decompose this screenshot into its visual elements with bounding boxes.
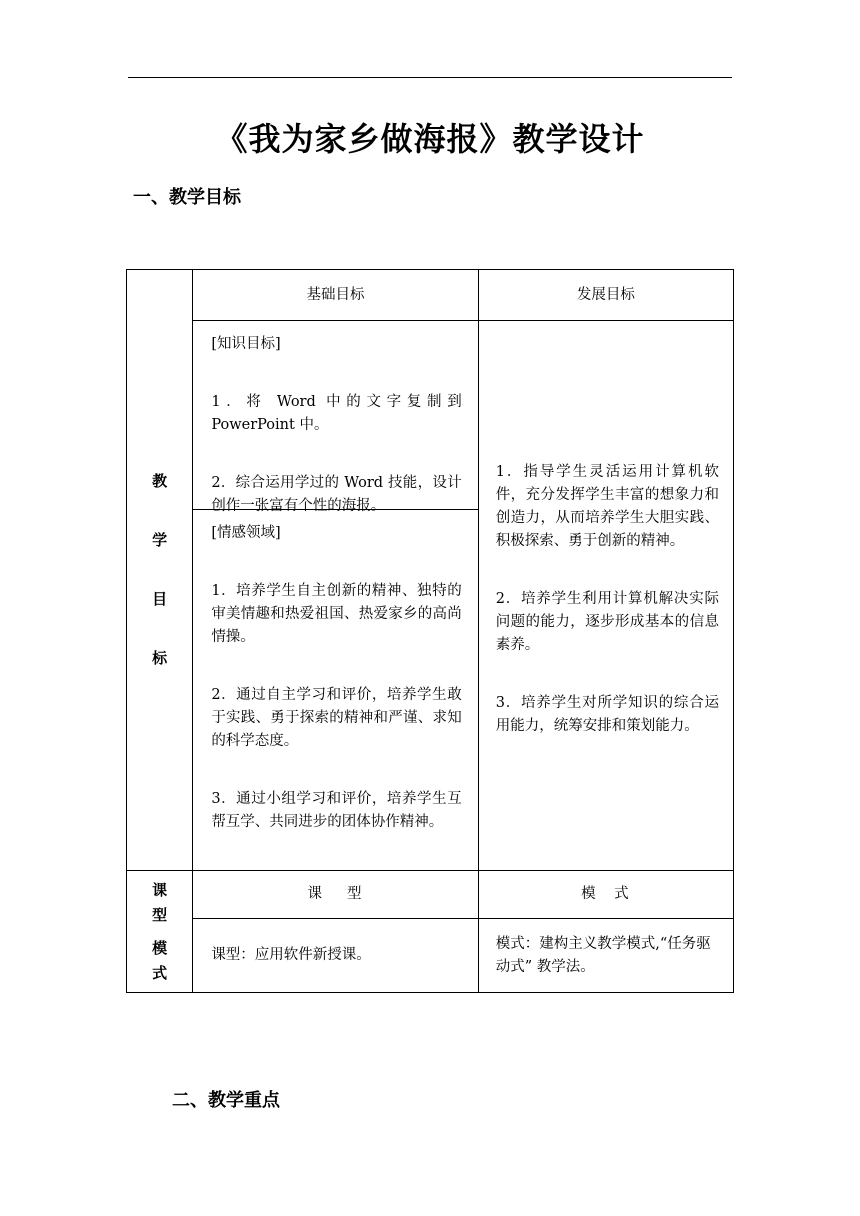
- type-mode-label-cell: [127, 871, 193, 993]
- section-heading-teaching-focus: 二、教学重点: [172, 1090, 280, 1111]
- header-rule: [128, 77, 732, 78]
- label-char: 标: [152, 649, 168, 667]
- knowledge-heading: [知识目标]: [211, 336, 281, 352]
- knowledge-goals-cell: [193, 321, 478, 514]
- emotion-item-3: 3．通过小组学习和评价，培养学生互帮互学、共同进步的团体协作精神。: [211, 791, 462, 830]
- development-goals-cell: [478, 321, 733, 871]
- knowledge-item-1: 1．将 Word 中的文字复制到 PowerPoint 中。: [211, 394, 462, 433]
- document-title: 《我为家乡做海报》教学设计: [215, 120, 645, 158]
- label-char: 式: [152, 963, 168, 982]
- emotion-item-1: 1．培养学生自主创新的精神、独特的审美情趣和热爱祖国、热爱家乡的高尚情操。: [211, 583, 462, 645]
- header-teaching-mode: 模 式: [478, 871, 733, 919]
- label-char: 模: [152, 938, 168, 957]
- header-lesson-type: 课 型: [193, 871, 478, 919]
- emotion-heading: [情感领域]: [211, 525, 281, 541]
- section-heading-teaching-goals: 一、教学目标: [133, 187, 241, 208]
- label-char: 学: [152, 531, 168, 549]
- teaching-goals-label-cell: [127, 270, 193, 871]
- teaching-mode-value: 模式：建构主义教学模式,“任务驱动式” 教学法。: [478, 919, 733, 993]
- label-char: 教: [152, 472, 168, 490]
- development-item-2: 2．培养学生利用计算机解决实际问题的能力，逐步形成基本的信息素养。: [495, 591, 719, 653]
- emotion-goals-cell: [193, 510, 478, 871]
- header-development-goals: 发展目标: [478, 270, 733, 321]
- teaching-goals-table: [126, 269, 734, 993]
- label-char: 课: [152, 880, 168, 899]
- emotion-item-2: 2．通过自主学习和评价，培养学生敢于实践、勇于探索的精神和严谨、求知的科学态度。: [211, 687, 462, 749]
- knowledge-item-2: 2．综合运用学过的 Word 技能，设计创作一张富有个性的海报。: [211, 475, 462, 514]
- label-char: 型: [152, 905, 168, 924]
- development-item-1: 1．指导学生灵活运用计算机软件，充分发挥学生丰富的想象力和创造力，从而培养学生大胆实践、积极探索、勇于创新的精神。: [495, 464, 719, 549]
- development-item-3: 3．培养学生对所学知识的综合运用能力，统筹安排和策划能力。: [495, 695, 719, 734]
- header-basic-goals: 基础目标: [193, 270, 478, 321]
- lesson-type-value: 课型：应用软件新授课。: [193, 919, 478, 993]
- label-char: 目: [152, 590, 168, 608]
